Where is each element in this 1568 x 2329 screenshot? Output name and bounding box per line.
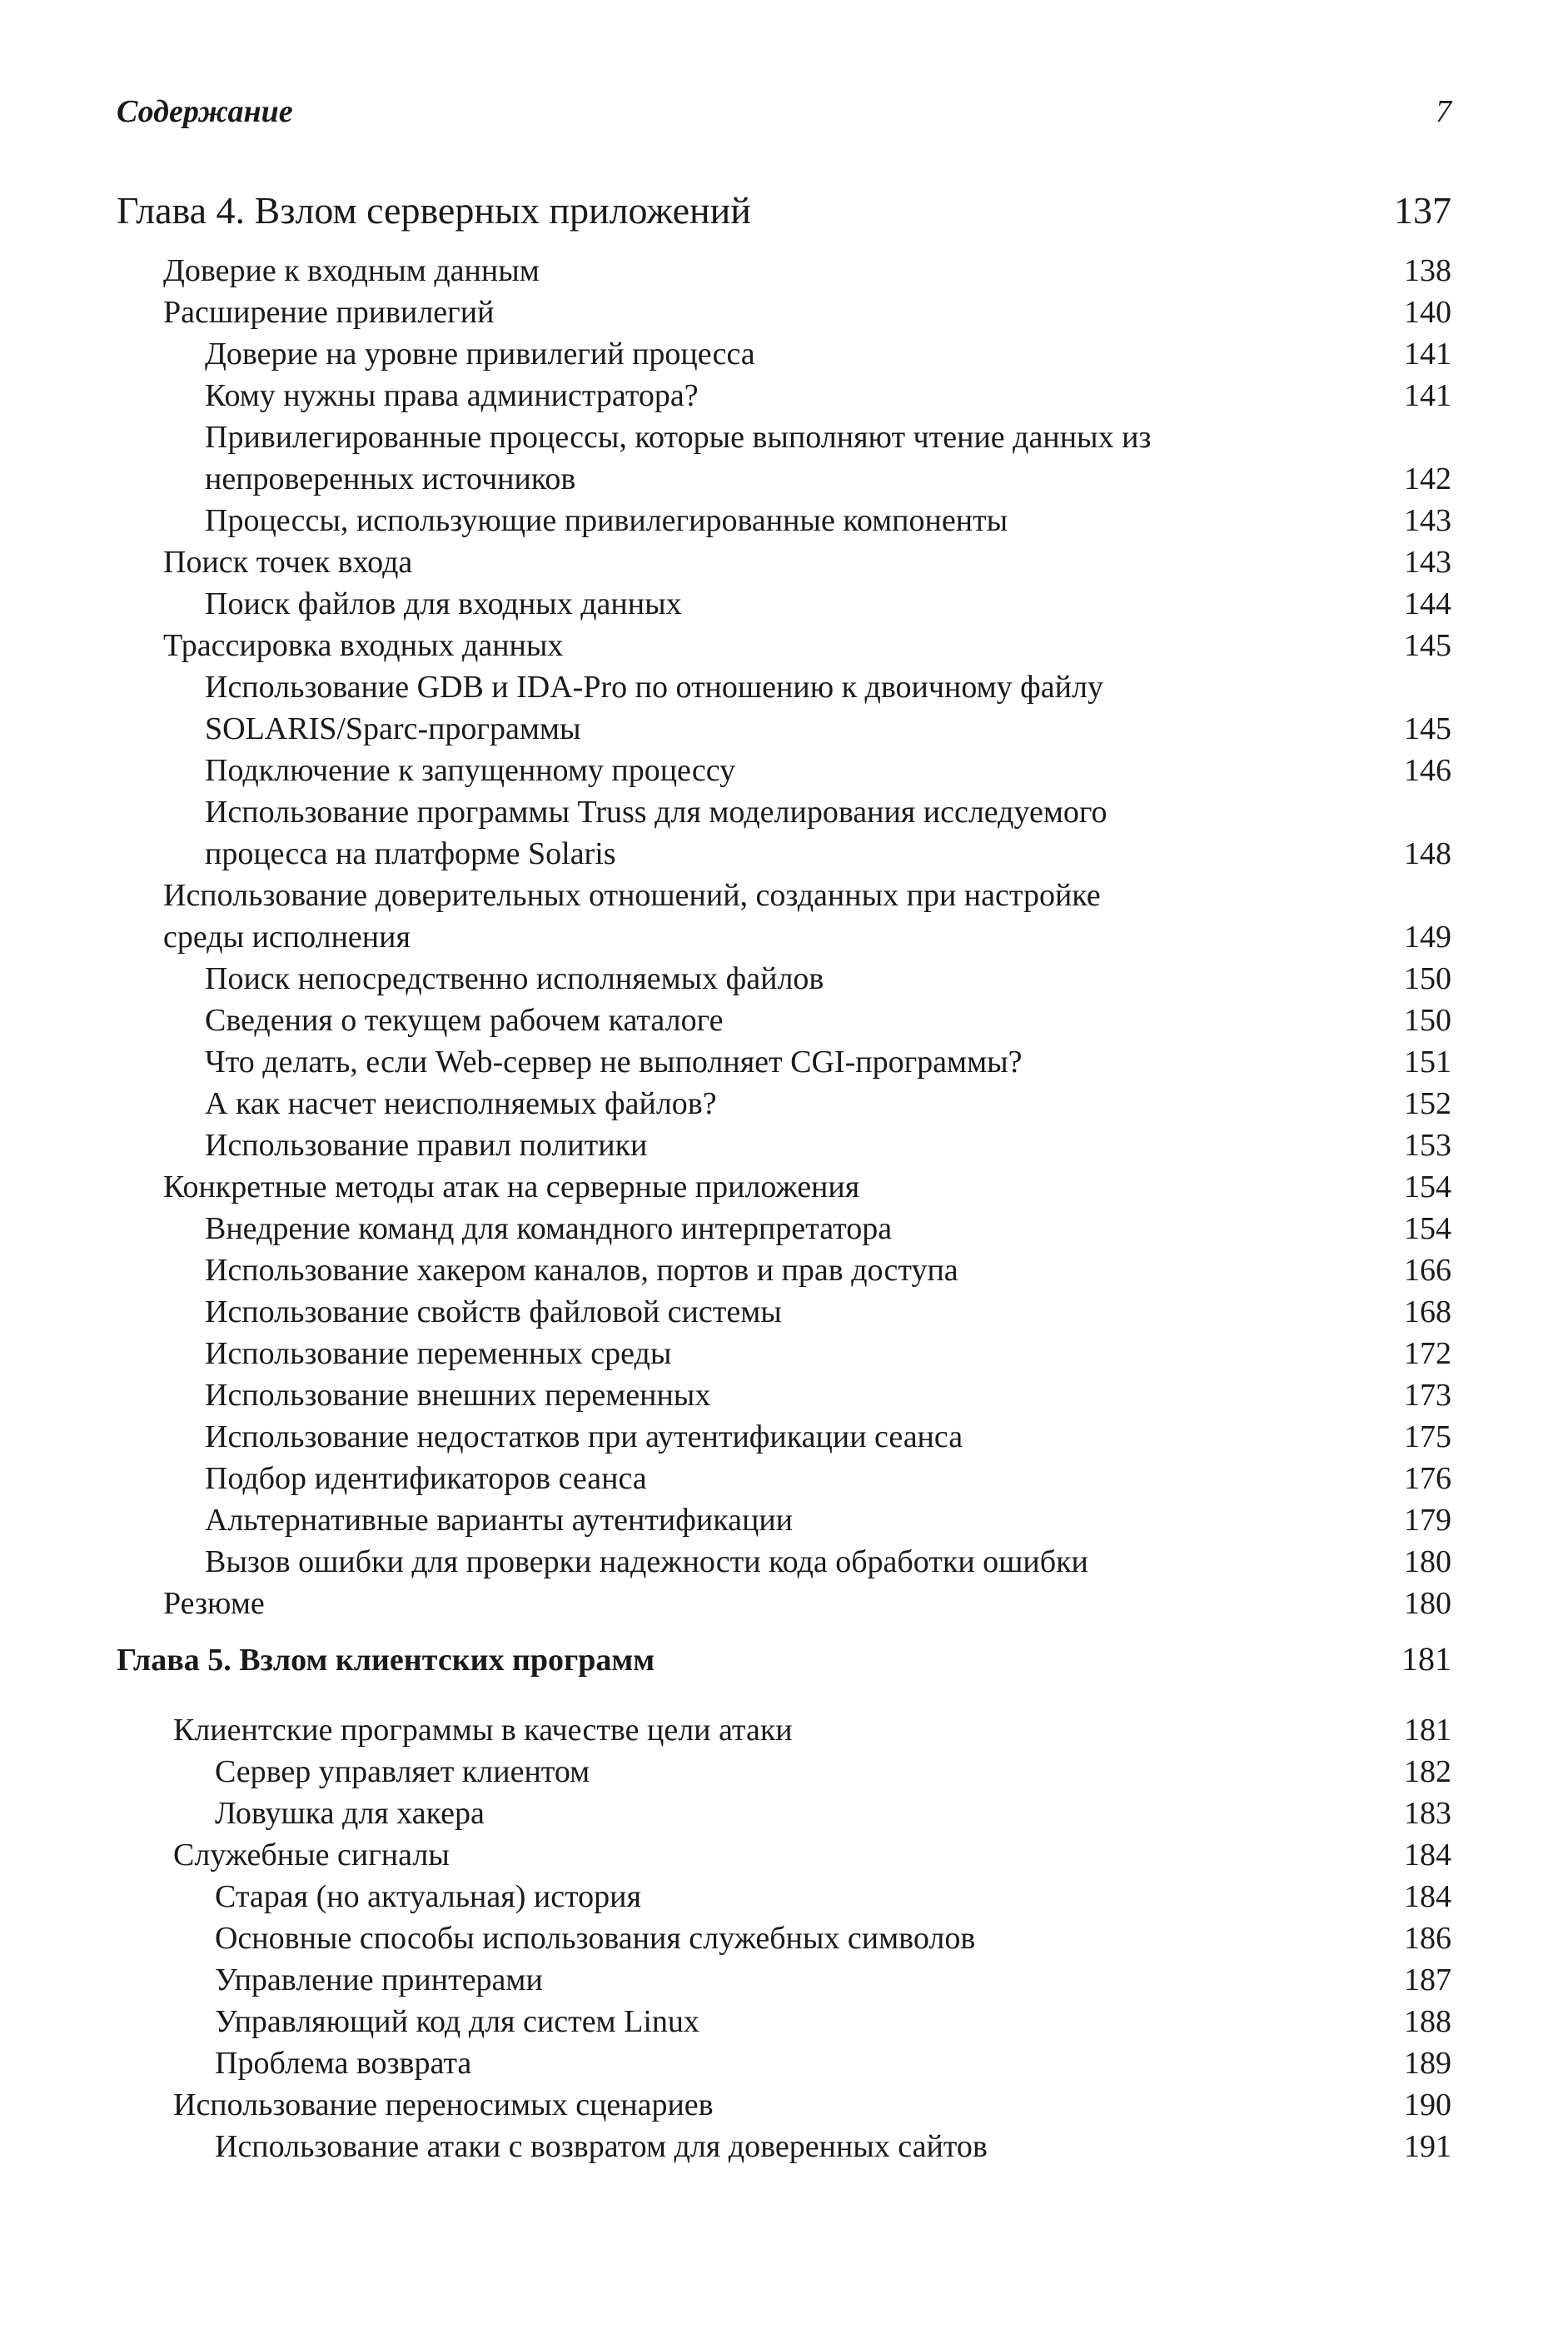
toc-entry	[0, 1959, 1568, 2001]
toc-entry-title: Что делать, если Web-сервер не выполняет CGI-программы?	[205, 1045, 1023, 1080]
toc-entry-page: 154	[1404, 1211, 1451, 1246]
toc-entry	[0, 1834, 1568, 1876]
toc-entry-page: 186	[1404, 1921, 1451, 1956]
toc-entry	[0, 1458, 1568, 1499]
toc-entry	[0, 791, 1568, 833]
toc-entry-title: Использование правил политики	[205, 1128, 648, 1163]
toc-entry-title: Клиентские программы в качестве цели атаки	[173, 1713, 793, 1748]
toc-entry-page: 141	[1404, 378, 1451, 413]
toc-entry	[0, 1583, 1568, 1624]
toc-entry-title: Основные способы использования служебных символов	[215, 1921, 976, 1956]
toc-entry	[0, 292, 1568, 333]
chapter-page: 137	[1394, 189, 1451, 232]
toc-entry-title: Использование программы Truss для моделирования исследуемого	[205, 795, 1108, 830]
toc-entry-page: 151	[1404, 1045, 1451, 1080]
toc-entry	[0, 666, 1568, 708]
toc-entry-title: Доверие на уровне привилегий процесса	[205, 337, 755, 372]
toc-entry	[0, 875, 1568, 916]
toc-entry	[0, 1751, 1568, 1793]
toc-entry-title: Подбор идентификаторов сеанса	[205, 1461, 647, 1496]
toc-entry	[0, 1499, 1568, 1541]
toc-entry-title: Использование внешних переменных	[205, 1378, 711, 1413]
toc-entry-title: Использование переменных среды	[205, 1336, 672, 1371]
toc-entry-page: 153	[1404, 1128, 1451, 1163]
toc-entry	[0, 2001, 1568, 2042]
toc-entry-title: Расширение привилегий	[163, 295, 495, 330]
toc-entry	[0, 2084, 1568, 2126]
toc-entry-page: 166	[1404, 1253, 1451, 1288]
toc-entry-page: 143	[1404, 545, 1451, 580]
toc-entry	[0, 1083, 1568, 1125]
toc-entry-title: А как насчет неисполняемых файлов?	[205, 1086, 717, 1121]
toc-entry-page: 181	[1404, 1713, 1451, 1748]
chapter-5-toc	[0, 1709, 1568, 2167]
toc-entry-title: Ловушка для хакера	[215, 1796, 485, 1831]
toc-entry-title: Использование хакером каналов, портов и прав доступа	[205, 1253, 958, 1288]
toc-entry	[0, 1291, 1568, 1333]
toc-entry-page: 190	[1404, 2087, 1451, 2122]
toc-entry-title: Доверие к входным данным	[163, 253, 540, 288]
toc-entry-title: Использование переносимых сценариев	[173, 2087, 714, 2122]
toc-entry-page: 187	[1404, 1962, 1451, 1997]
toc-entry-page: 176	[1404, 1461, 1451, 1496]
toc-entry	[0, 1709, 1568, 1751]
toc-entry-page: 144	[1404, 586, 1451, 621]
toc-entry	[0, 458, 1568, 500]
toc-entry-page: 145	[1404, 628, 1451, 663]
toc-entry	[0, 1249, 1568, 1291]
toc-entry-page: 138	[1404, 253, 1451, 288]
toc-entry	[0, 1000, 1568, 1041]
toc-entry	[0, 583, 1568, 625]
toc-entry	[0, 541, 1568, 583]
toc-entry-title: Трассировка входных данных	[163, 628, 564, 663]
toc-entry-page: 152	[1404, 1086, 1451, 1121]
toc-entry-title: Подключение к запущенному процессу	[205, 753, 736, 788]
toc-entry	[0, 1166, 1568, 1208]
toc-entry	[0, 1416, 1568, 1458]
toc-entry	[0, 1918, 1568, 1959]
toc-entry	[0, 750, 1568, 791]
toc-entry	[0, 958, 1568, 1000]
toc-entry-title: Вызов ошибки для проверки надежности кода обработки ошибки	[205, 1544, 1088, 1579]
toc-entry-title: Использование доверительных отношений, созданных при настройке	[163, 878, 1101, 913]
toc-entry-page: 149	[1404, 920, 1451, 955]
toc-entry-title: Сервер управляет клиентом	[215, 1754, 590, 1789]
toc-entry	[0, 250, 1568, 292]
toc-entry-page: 184	[1404, 1879, 1451, 1914]
toc-entry-page: 184	[1404, 1838, 1451, 1873]
toc-entry-title: непроверенных источников	[205, 461, 576, 496]
toc-entry-title: Конкретные методы атак на серверные приложения	[163, 1169, 860, 1204]
toc-entry-page: 182	[1404, 1754, 1451, 1789]
toc-entry-title: среды исполнения	[163, 920, 411, 955]
toc-entry-title: процесса на платформе Solaris	[205, 836, 616, 871]
toc-entry	[0, 916, 1568, 958]
toc-entry-page: 173	[1404, 1378, 1451, 1413]
toc-entry-page: 189	[1404, 2046, 1451, 2081]
toc-entry	[0, 1793, 1568, 1834]
toc-entry	[0, 500, 1568, 541]
toc-entry-title: Старая (но актуальная) история	[215, 1879, 641, 1914]
toc-entry-title: Использование недостатков при аутентификации сеанса	[205, 1419, 963, 1454]
chapter-4-toc	[0, 250, 1568, 1624]
toc-entry-page: 191	[1404, 2129, 1451, 2164]
toc-entry-page: 175	[1404, 1419, 1451, 1454]
toc-entry-title: Сведения о текущем рабочем каталоге	[205, 1003, 724, 1038]
toc-entry-title: Управляющий код для систем Linux	[215, 2004, 699, 2039]
toc-entry-page: 172	[1404, 1336, 1451, 1371]
toc-entry	[0, 2042, 1568, 2084]
toc-entry-page: 168	[1404, 1294, 1451, 1329]
toc-entry	[0, 1208, 1568, 1249]
running-head	[117, 93, 1451, 130]
toc-entry-page: 148	[1404, 836, 1451, 871]
toc-entry	[0, 1333, 1568, 1374]
toc-entry-title: Резюме	[163, 1586, 265, 1621]
toc-entry-page: 141	[1404, 337, 1451, 372]
toc-entry-title: SOLARIS/Sparc-программы	[205, 711, 581, 746]
toc-entry	[0, 1041, 1568, 1083]
chapter-page: 181	[1401, 1640, 1451, 1678]
toc-entry-page: 183	[1404, 1796, 1451, 1831]
toc-entry-page: 179	[1404, 1503, 1451, 1538]
toc-entry	[0, 416, 1568, 458]
toc-entry-page: 146	[1404, 753, 1451, 788]
toc-entry-title: Поиск точек входа	[163, 545, 413, 580]
toc-entry-title: Поиск непосредственно исполняемых файлов	[205, 961, 824, 996]
chapter-4-heading	[117, 188, 1451, 232]
toc-entry	[0, 625, 1568, 666]
toc-entry-title: Привилегированные процессы, которые выполняют чтение данных из	[205, 420, 1152, 455]
toc-entry-page: 150	[1404, 1003, 1451, 1038]
toc-entry-title: Процессы, использующие привилегированные компоненты	[205, 503, 1008, 538]
toc-entry-title: Служебные сигналы	[173, 1838, 450, 1873]
chapter-5-heading	[117, 1639, 1451, 1678]
toc-entry-page: 180	[1404, 1544, 1451, 1579]
toc-entry	[0, 833, 1568, 875]
toc-entry	[0, 708, 1568, 750]
toc-entry-page: 154	[1404, 1169, 1451, 1204]
toc-entry-page: 145	[1404, 711, 1451, 746]
toc-entry-title: Внедрение команд для командного интерпретатора	[205, 1211, 893, 1246]
toc-entry-title: Поиск файлов для входных данных	[205, 586, 682, 621]
toc-entry-title: Альтернативные варианты аутентификации	[205, 1503, 793, 1538]
toc-entry-page: 180	[1404, 1586, 1451, 1621]
toc-entry-title: Использование GDB и IDA-Pro по отношению к двоичному файлу	[205, 670, 1103, 705]
chapter-title: Глава 4. Взлом серверных приложений	[117, 189, 751, 232]
toc-entry	[0, 1125, 1568, 1166]
running-head-page-number: 7	[1436, 94, 1451, 129]
toc-entry	[0, 333, 1568, 375]
toc-entry-title: Использование атаки с возвратом для доверенных сайтов	[215, 2129, 988, 2164]
toc-entry-title: Проблема возврата	[215, 2046, 472, 2081]
toc-entry	[0, 1541, 1568, 1583]
toc-entry-title: Использование свойств файловой системы	[205, 1294, 782, 1329]
toc-entry	[0, 1374, 1568, 1416]
toc-entry-title: Управление принтерами	[215, 1962, 543, 1997]
toc-entry	[0, 2126, 1568, 2167]
chapter-title: Глава 5. Взлом клиентских программ	[117, 1643, 655, 1678]
toc-entry-page: 150	[1404, 961, 1451, 996]
toc-entry	[0, 375, 1568, 416]
toc-entry-page: 142	[1404, 461, 1451, 496]
toc-entry	[0, 1876, 1568, 1918]
toc-entry-title: Кому нужны права администратора?	[205, 378, 699, 413]
toc-entry-page: 143	[1404, 503, 1451, 538]
toc-entry-page: 140	[1404, 295, 1451, 330]
toc-entry-page: 188	[1404, 2004, 1451, 2039]
running-head-title: Содержание	[117, 94, 293, 129]
